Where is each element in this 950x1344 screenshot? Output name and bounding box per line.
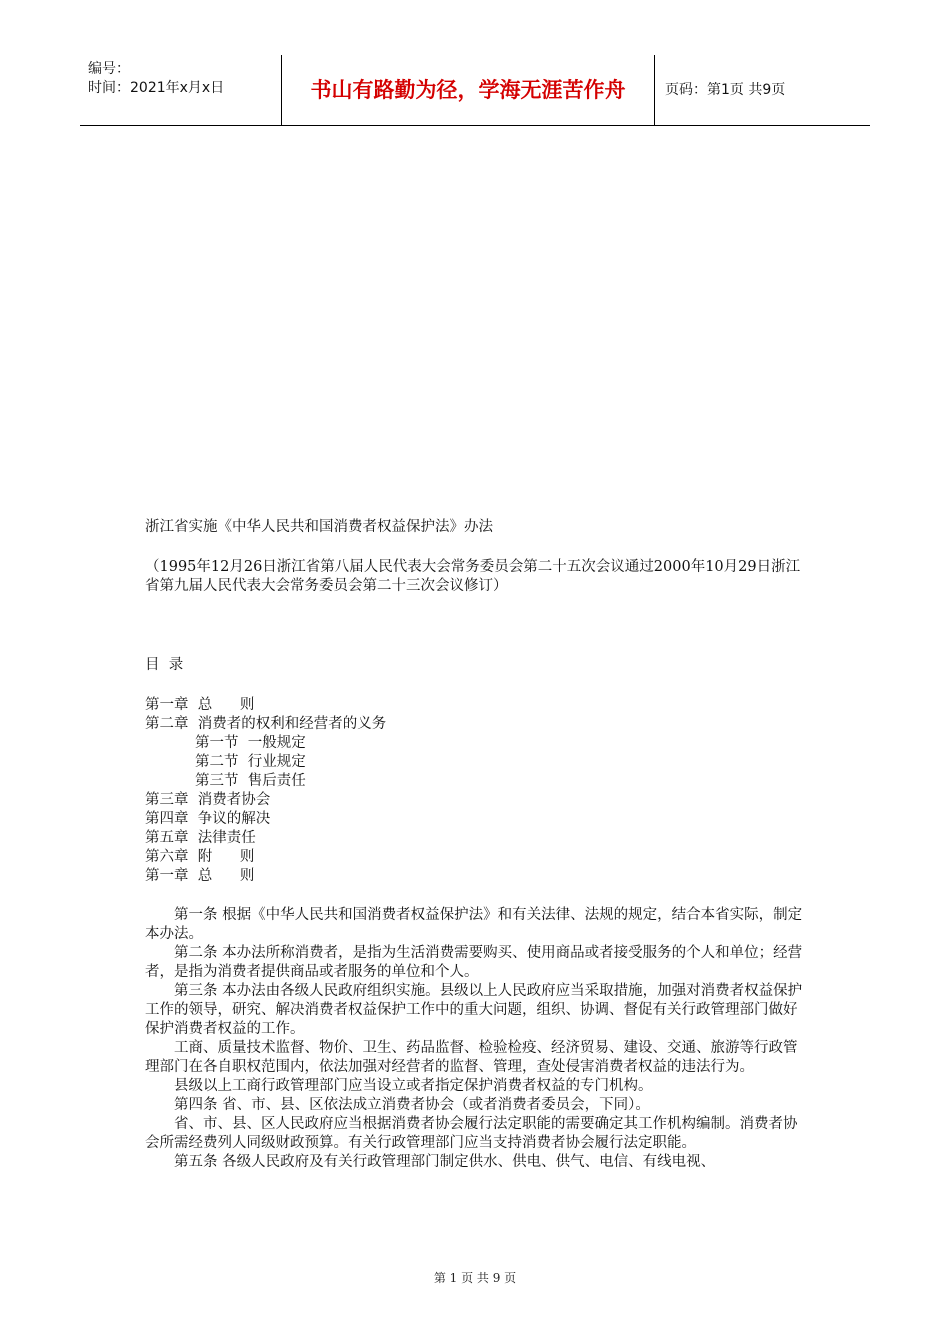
toc-item: 第四章 争议的解决 (145, 811, 271, 827)
document-title: 浙江省实施《中华人民共和国消费者权益保护法》办法 (145, 519, 493, 535)
document-number-label: 编号： (88, 61, 130, 77)
toc-item: 第一节 一般规定 (195, 735, 306, 751)
article-paragraph: 县级以上工商行政管理部门应当设立或者指定保护消费者权益的专门机构。 (174, 1078, 653, 1094)
header-motto: 书山有路勤为径，学海无涯苦作舟 (310, 78, 626, 102)
toc-item: 第三章 消费者协会 (145, 792, 271, 808)
toc-item: 第二节 行业规定 (195, 754, 306, 770)
articles (145, 906, 810, 1172)
article-paragraph: 第二条 本办法所称消费者，是指为生活消费需要购买、使用商品或者接受服务的个人和单位；经营者，是指为消费者提供商品或者服务的单位和个人。 (145, 945, 803, 980)
article-paragraph: 省、市、县、区人民政府应当根据消费者协会履行法定职能的需要确定其工作机构编制。消费者协会所需经费列人同级财政预算。有关行政管理部门应当支持消费者协会履行法定职能。 (145, 1116, 798, 1151)
article-paragraph: 第三条 本办法由各级人民政府组织实施。县级以上人民政府应当采取措施，加强对消费者权益保护工作的领导，研究、解决消费者权益保护工作中的重大问题，组织、协调、督促有关行政管理部门做好保护消费者权益的工作。 (145, 983, 803, 1037)
article-paragraph: 第五条 各级人民政府及有关行政管理部门制定供水、供电、供气、电信、有线电视、 (174, 1154, 716, 1170)
toc-item: 第二章 消费者的权利和经营者的义务 (145, 716, 387, 732)
page-header (80, 55, 870, 126)
article-paragraph: 第四条 省、市、县、区依法成立消费者协会（或者消费者委员会，下同）。 (174, 1097, 650, 1113)
toc-item: 第一章 总 则 (145, 697, 255, 713)
toc-item: 第五章 法律责任 (145, 830, 256, 846)
document-note: （1995年12月26日浙江省第八届人民代表大会常务委员会第二十五次会议通过2000年10月29日浙江省第九届人民代表大会常务委员会第二十三次会议修订） (145, 559, 801, 594)
header-divider (654, 55, 655, 125)
header-page-info: 页码：第1页 共9页 (665, 82, 786, 98)
document-body (145, 518, 810, 1172)
toc-item: 第三节 售后责任 (195, 773, 306, 789)
toc-heading: 目 录 (145, 657, 184, 673)
table-of-contents (145, 696, 810, 886)
toc-item: 第一章 总 则 (145, 868, 255, 884)
article-paragraph: 工商、质量技术监督、物价、卫生、药品监督、检验检疫、经济贸易、建设、交通、旅游等行政管理部门在各自职权范围内，依法加强对经营者的监督、管理，查处侵害消费者权益的违法行为。 (145, 1040, 798, 1075)
article-paragraph: 第一条 根据《中华人民共和国消费者权益保护法》和有关法律、法规的规定，结合本省实际，制定本办法。 (145, 907, 803, 942)
document-time-label: 时间：2021年x月x日 (88, 80, 225, 96)
page-footer: 第 1 页 共 9 页 (433, 1271, 517, 1285)
header-meta (88, 60, 283, 98)
toc-item: 第六章 附 则 (145, 849, 255, 865)
